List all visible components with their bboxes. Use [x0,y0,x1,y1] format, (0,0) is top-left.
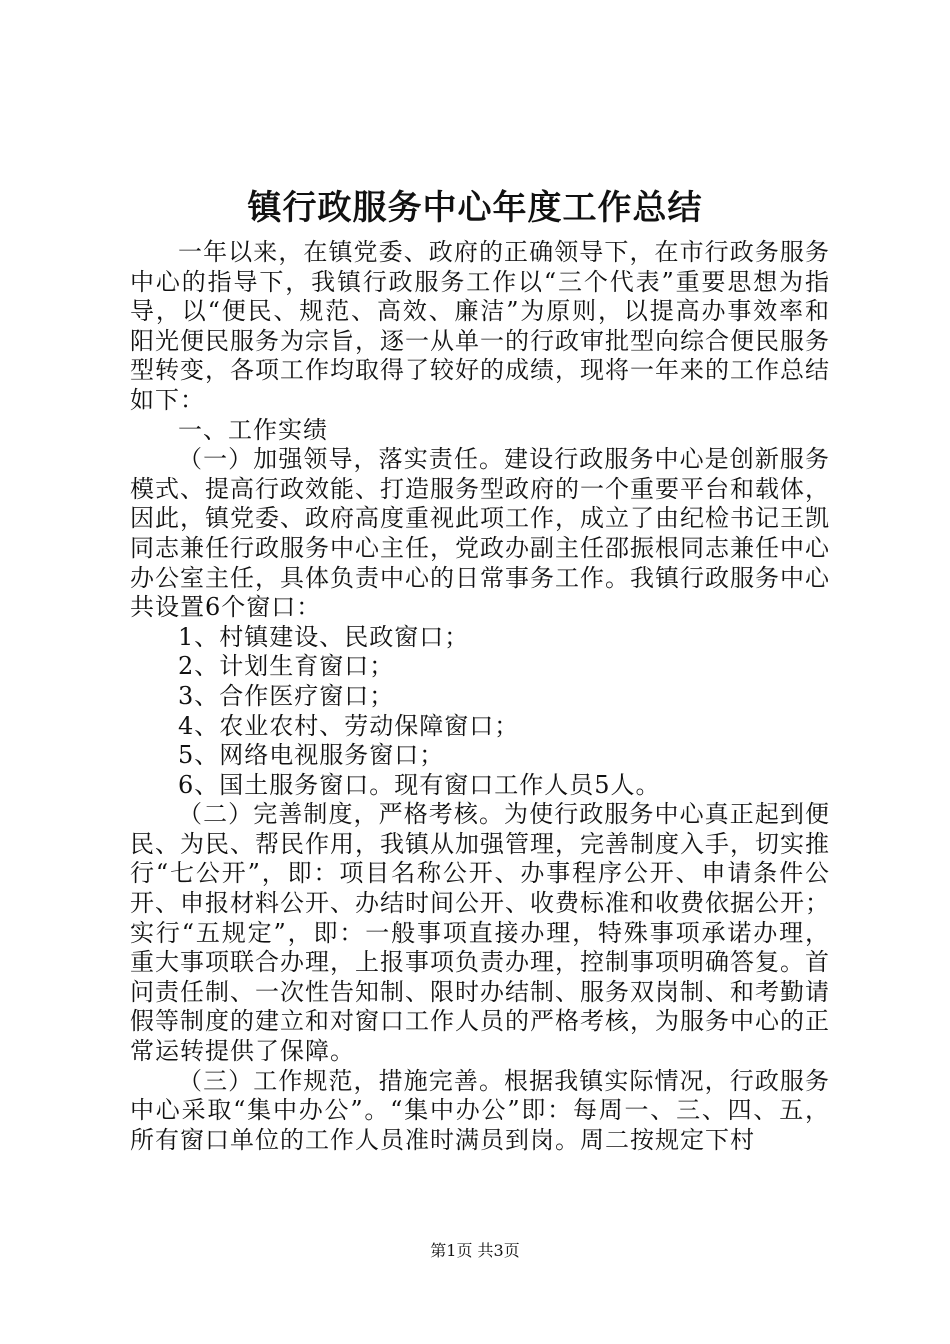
list-item-window-1: 1、村镇建设、民政窗口； [178,622,470,651]
list-item-window-5: 5、网络电视服务窗口； [178,741,445,770]
document-title: 镇行政服务中心年度工作总结 [247,188,703,228]
paragraph-standards: （三）工作规范，措施完善。根据我镇实际情况，行政服务中心采取“集中办公”。“集中办公”即：每周一、三、四、五，所有窗口单位的工作人员准时满员到岗。周二按规定下村 [130,1066,830,1154]
document-body [130,238,830,1155]
list-item-window-3: 3、合作医疗窗口； [178,681,395,710]
section-heading-achievements: 一、工作实绩 [178,415,328,444]
paragraph-system: （二）完善制度，严格考核。为使行政服务中心真正起到便民、为民、帮民作用，我镇从加强管理，完善制度入手，切实推行“七公开”，即：项目名称公开、办事程序公开、申请条件公开、申报材料公开、办结时间公开、收费标准和收费依据公开；实行“五规定”，即：一般事项直接办理，特殊事项承诺办理，重大事项联合办理，上报事项负责办理，控制事项明确答复。首问责任制、一次性告知制、限时办结制、服务双岗制、和考勤请假等制度的建立和对窗口工作人员的严格考核，为服务中心的正常运转提供了保障。 [130,800,830,1066]
list-item-window-6: 6、国土服务窗口。现有窗口工作人员5人。 [178,770,661,799]
page-number: 第1页 共3页 [430,1241,520,1260]
paragraph-leadership: （一）加强领导，落实责任。建设行政服务中心是创新服务模式、提高行政效能、打造服务型政府的一个重要平台和载体，因此，镇党委、政府高度重视此项工作，成立了由纪检书记王凯同志兼任行政服务中心主任，党政办副主任邵振根同志兼任中心办公室主任，具体负责中心的日常事务工作。我镇行政服务中心共设置6个窗口： [130,445,830,622]
list-item-window-4: 4、农业农村、劳动保障窗口； [178,711,520,740]
paragraph-intro: 一年以来，在镇党委、政府的正确领导下，在市行政务服务中心的指导下，我镇行政服务工作以“三个代表”重要思想为指导，以“便民、规范、高效、廉洁”为原则，以提高办事效率和阳光便民服务为宗旨，逐一从单一的行政审批型向综合便民服务型转变，各项工作均取得了较好的成绩，现将一年来的工作总结如下： [130,238,830,414]
list-item-window-2: 2、计划生育窗口； [178,652,395,681]
